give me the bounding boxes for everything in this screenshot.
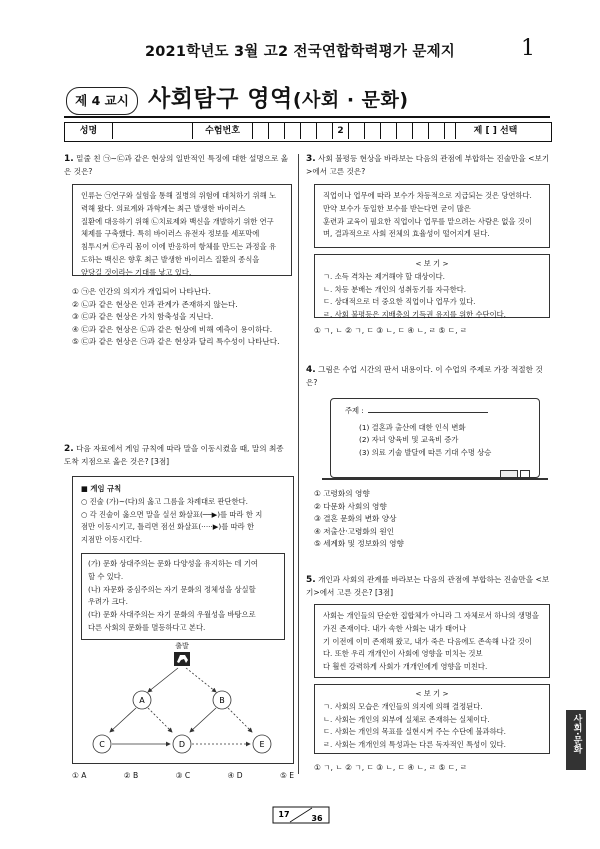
student-id-row: [64, 122, 552, 142]
q1-passage: [72, 184, 292, 276]
q3-text: 사회 불평등 현상을 바라보는 다음의 관점에 부합하는 진술만을 <보기>에서 고른 것은?: [306, 154, 550, 176]
q5-passage: [314, 604, 550, 678]
eraser-icon: [500, 470, 518, 478]
q3-passage-line: 훈련과 교육이 필요한 직업이나 업무를 맡으려는 사람은 없을 것이며, 결과적으로 사회 전체의 효율성이 떨어지게 된다.: [323, 216, 532, 239]
chalk-icon: [520, 470, 530, 478]
q2-rules-title: ■ 게임 규칙: [81, 484, 122, 493]
exam-no-box[interactable]: [317, 123, 333, 139]
subject-side-tab: [566, 710, 586, 770]
q5-passage-line: 다 훨씬 강력하게 사회가 개개인에게 영향을 미친다.: [323, 662, 488, 672]
q2-options: [72, 770, 294, 783]
exam-no-box[interactable]: [253, 123, 269, 139]
q2-rule-line: ○ 각 진술이 옳으면 말을 실선 화살표(──▶)를 따라 한 지: [81, 509, 263, 519]
q5-passage-line: 사회는 개인들의 단순한 집합체가 아니라 그 자체로서 하나의 생명을 가진 존재이다. 내가 속한 사회는 내가 태어나: [323, 611, 539, 633]
horse-icon: [174, 652, 190, 666]
q2-statements: [81, 553, 285, 640]
q5-passage-line: 기 이전에 이미 존재해 왔고, 내가 죽은 다음에도 존속해 나갈 것이다. 또한 우리 개개인이 사회에 영향을 미치는 것보: [323, 636, 532, 659]
q1-options: [72, 286, 294, 349]
q1-prompt: [64, 153, 290, 178]
name-label: 성명: [65, 123, 113, 139]
q2-statement-line: (나) 자문화 중심주의는 자기 문화의 정체성을 상실할: [88, 584, 256, 594]
q5-bogi-line: ㄹ. 사회는 개개인의 특성과는 다른 독자적인 특성이 있다.: [323, 740, 506, 750]
q3-options[interactable]: ① ㄱ, ㄴ ② ㄱ, ㄷ ③ ㄴ, ㄷ ④ ㄴ, ㄹ ⑤ ㄷ, ㄹ: [314, 326, 468, 335]
exam-no-box[interactable]: [429, 123, 445, 139]
q1-option-4[interactable]: ④ ㉢과 같은 현상은 ㉡과 같은 현상에 비해 예측이 용이하다.: [72, 324, 273, 334]
node-a-label: A: [139, 696, 145, 705]
q2-text: 다음 자료에서 게임 규칙에 따라 말을 이동시켰을 때, 말의 최종 도착 지점으로 옳은 것은? [3점]: [64, 444, 284, 466]
exam-no-box[interactable]: [269, 123, 285, 139]
q3-bogi-line: ㄴ. 차등 분배는 개인의 성취동기를 자극한다.: [323, 284, 467, 294]
q3-bogi-line: ㄹ. 사회 불평등은 지배층의 기득권 유지를 위한 수단이다.: [323, 310, 506, 320]
q3-bogi: [314, 254, 550, 318]
q2-number: 2.: [64, 444, 74, 454]
q4-number: 4.: [306, 365, 316, 375]
q2-statement-line: 할 수 있다.: [88, 571, 124, 581]
q1-option-1[interactable]: ① ㉠은 인간의 의지가 개입되어 나타난다.: [72, 287, 211, 296]
q1-option-2[interactable]: ② ㉡과 같은 현상은 인과 관계가 존재하지 않는다.: [72, 299, 238, 309]
q2-start-label: 출발: [175, 642, 189, 650]
column-divider: [298, 154, 299, 774]
footer-total: 36: [311, 814, 323, 823]
q1-passage-line: 앞당길 것이라는 기대를 낳고 있다.: [81, 267, 192, 277]
node-c-label: C: [99, 740, 105, 749]
node-d-label: D: [178, 740, 186, 749]
q4-board-title: [345, 405, 529, 418]
period-badge: 제 4 교시: [66, 87, 138, 115]
q3-bogi-title: < 보 기 >: [415, 259, 449, 268]
q3-bogi-line: ㄷ. 상대적으로 더 중요한 직업이나 업무가 있다.: [323, 297, 476, 307]
q2-option-4[interactable]: ④ D: [227, 771, 243, 780]
q4-option-2[interactable]: ② 다문화 사회의 영향: [314, 501, 387, 511]
q4-board-title-text: 주제 :: [345, 406, 364, 415]
q2-rule-line: ○ 진술 (가)~(다)의 옳고 그름을 차례대로 판단한다.: [81, 496, 248, 506]
q2-option-1[interactable]: ① A: [72, 771, 87, 780]
q4-option-4[interactable]: ④ 저출산·고령화의 원인: [314, 526, 395, 536]
subject-title: [148, 80, 409, 113]
exam-no-box[interactable]: [301, 123, 317, 139]
q5-prompt: [306, 574, 552, 599]
exam-no-box[interactable]: [397, 123, 413, 139]
q1-option-5[interactable]: ⑤ ㉢과 같은 현상은 ㉠과 같은 현상과 달리 특수성이 나타난다.: [72, 337, 280, 347]
q4-option-5[interactable]: ⑤ 세계화 및 정보화의 영향: [314, 539, 404, 549]
q2-path-diagram: [72, 640, 294, 764]
q2-statement-line: (가) 문화 상대주의는 문화 다양성을 유지하는 데 기여: [88, 558, 258, 568]
q5-number: 5.: [306, 575, 316, 585]
subject-main: 사회탐구 영역: [148, 86, 293, 112]
footer-page: 17: [278, 810, 290, 819]
q1-option-3[interactable]: ③ ㉢과 같은 현상은 가치 함축성을 지닌다.: [72, 312, 214, 322]
q2-statement-line: (다) 문화 사대주의는 자기 문화의 우월성을 바탕으로: [88, 610, 256, 620]
q4-prompt: [306, 364, 552, 389]
q5-bogi-line: ㄱ. 사회의 모습은 개인들의 의지에 의해 결정된다.: [323, 701, 483, 711]
q3-number: 3.: [306, 154, 316, 164]
node-e-label: E: [259, 740, 265, 749]
node-b-label: B: [219, 696, 225, 705]
select-label: 제 [ ] 선택: [455, 123, 535, 139]
q1-text: 밑줄 친 ㉠~㉢과 같은 현상의 일반적인 특징에 대한 설명으로 옳은 것은?: [64, 154, 289, 176]
page-counter: [272, 806, 330, 824]
q2-rule-line: 점만 이동시키고, 틀리면 점선 화살표(·····▶)를 따라 한: [81, 522, 255, 532]
q5-bogi-line: ㄷ. 사회는 개인의 목표를 실현시켜 주는 수단에 불과하다.: [323, 727, 506, 737]
q2-option-5[interactable]: ⑤ E: [279, 771, 294, 780]
exam-no-box[interactable]: [365, 123, 381, 139]
q4-blackboard: [330, 398, 540, 478]
q1-number: 1.: [64, 154, 74, 164]
q5-bogi-title: < 보 기 >: [415, 689, 449, 698]
name-field[interactable]: [113, 123, 193, 139]
q1-passage-line: 침투시켜 ㉢우리 몸이 이에 반응하여 항체를 만드는 과정을 유도하는 백신은 향후 최근 발생한 바이러스 질환의 종식을: [81, 242, 277, 264]
exam-no-box[interactable]: [349, 123, 365, 139]
q4-option-3[interactable]: ③ 결혼 문화의 변화 양상: [314, 514, 397, 524]
q3-passage-line: 직업이나 업무에 따라 보수가 차등적으로 지급되는 것은 당연하다. 만약 보수가 동일한 보수를 받는다면 굳이 많은: [323, 191, 532, 213]
q4-options: [314, 488, 550, 551]
q4-board-item: (1) 결혼과 출산에 대한 인식 변화: [359, 422, 466, 432]
subject-sub: (사회 · 문화): [292, 89, 409, 111]
exam-title: 2021학년도 3월 고2 전국연합학력평가 문제지: [144, 44, 456, 60]
side-tab-label: 사회·문화: [571, 714, 582, 754]
page-number: 1: [521, 36, 535, 61]
q5-options[interactable]: ① ㄱ, ㄴ ② ㄱ, ㄷ ③ ㄴ, ㄷ ④ ㄴ, ㄹ ⑤ ㄷ, ㄹ: [314, 763, 468, 772]
q2-option-3[interactable]: ③ C: [175, 771, 191, 780]
q3-prompt: [306, 153, 552, 178]
q5-text: 개인과 사회의 관계를 바라보는 다음의 관점에 부합하는 진술만을 <보기>에서 고른 것은? [3점]: [306, 575, 550, 597]
q3-bogi-line: ㄱ. 소득 격차는 제거해야 할 대상이다.: [323, 271, 445, 281]
q2-statement-line: 다른 사회의 문화를 멸등하다고 본다.: [88, 622, 206, 632]
board-ledge: [322, 478, 548, 480]
header-rule: [64, 116, 550, 118]
exam-no-digit: 2: [333, 123, 349, 139]
exam-no-box[interactable]: [413, 123, 429, 139]
q1-passage-line: 질환에 대응하기 위해 ㉡치료제와 백신을 개발하기 위한 연구 체제를 구축했다. 특히 바이러스 유전자 정보를 세포막에: [81, 216, 274, 239]
exam-no-label: 수험번호: [193, 123, 253, 139]
q4-board-item: (3) 의료 기술 발달에 따른 기대 수명 상승: [359, 447, 492, 457]
exam-no-box[interactable]: [285, 123, 301, 139]
q2-rule-line: 지점만 이동시킨다.: [81, 535, 143, 545]
q5-bogi: [314, 684, 550, 754]
q2-option-2[interactable]: ② B: [123, 771, 139, 780]
q3-passage: [314, 184, 550, 248]
q2-statement-line: 우려가 크다.: [88, 597, 128, 607]
q4-option-1[interactable]: ① 고령화의 영향: [314, 489, 370, 498]
q5-bogi-line: ㄴ. 사회는 개인의 외부에 실체로 존재하는 실체이다.: [323, 714, 490, 724]
q1-passage-line: 인류는 ㉠연구와 실험을 통해 질병의 위험에 대처하기 위해 노력해 왔다. 의료계와 과학계는 최근 발생한 바이러스: [81, 191, 277, 213]
q2-prompt: [64, 443, 290, 468]
q4-text: 그림은 수업 시간의 판서 내용이다. 이 수업의 주제로 가장 적절한 것은?: [306, 365, 543, 387]
exam-no-box[interactable]: [381, 123, 397, 139]
q4-board-item: (2) 자녀 양육비 및 교육비 증가: [359, 435, 459, 444]
